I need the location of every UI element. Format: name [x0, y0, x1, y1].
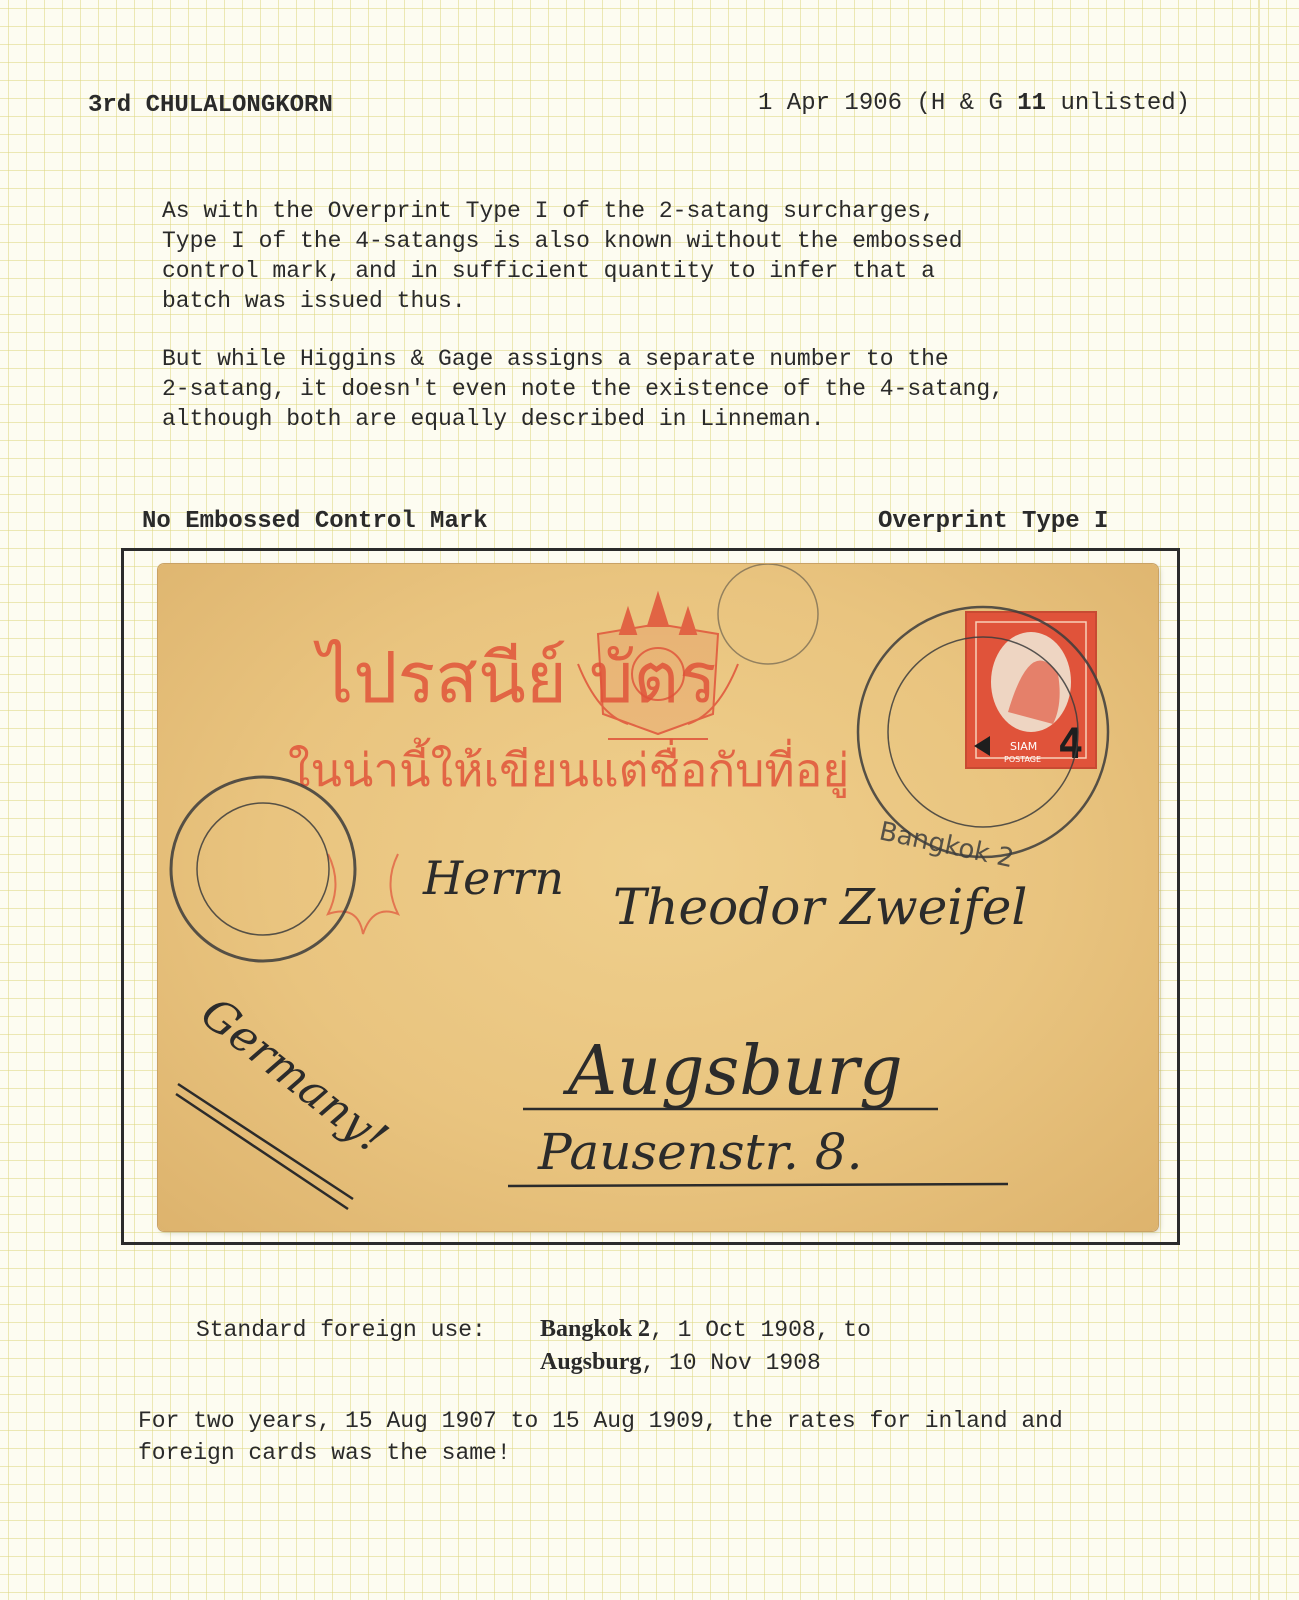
- origin-date: , 1 Oct 1908, to: [650, 1317, 871, 1343]
- overprint-type-label: Overprint Type I: [878, 508, 1109, 535]
- intro-paragraph-1: As with the Overprint Type I of the 2-satang surcharges, Type I of the 4-satangs is also known without the embossed control mark, and in sufficient quantity to infer that a batch was issued thus.: [162, 198, 963, 314]
- arrival-postmark: [171, 777, 355, 961]
- destination-office: Augsburg: [540, 1349, 642, 1375]
- stamp-postage-text: POSTAGE: [1004, 755, 1042, 764]
- usage-label: Standard foreign use:: [196, 1317, 486, 1343]
- address-salutation: Herrn: [423, 851, 564, 905]
- destination-date: , 10 Nov 1908: [641, 1350, 821, 1376]
- postcard-artwork: [158, 564, 1158, 1231]
- origin-office: Bangkok 2: [540, 1316, 651, 1342]
- boxed-handstamp: [718, 564, 818, 664]
- surcharge-value: 4: [1058, 719, 1084, 768]
- issue-date-reference: [758, 90, 1190, 117]
- stamp-country-text: SIAM: [1010, 740, 1038, 753]
- postcard-subheading-thai: ในน่านี้ให้เขียนแต่ชื่อกับที่อยู่: [288, 743, 850, 797]
- intro-paragraph-2: But while Higgins & Gage assigns a separate number to the 2-satang, it doesn't even note the existence of the 4-satang, although both are equally described in Linneman.: [162, 346, 1004, 432]
- postcard: [158, 564, 1158, 1231]
- rate-note: For two years, 15 Aug 1907 to 15 Aug 1909, the rates for inland and foreign cards was the same!: [138, 1408, 1063, 1466]
- postcard-heading-thai: ไปรสนีย์ บัตร: [318, 637, 717, 719]
- page-title: 3rd CHULALONGKORN: [88, 92, 333, 119]
- address-street: Pausenstr. 8.: [538, 1123, 863, 1181]
- address-country: Germany!: [191, 987, 397, 1164]
- address-city: Augsburg: [568, 1032, 903, 1111]
- address-name: Theodor Zweifel: [613, 878, 1028, 936]
- postmark-office-text: Bangkok 2: [876, 816, 1017, 875]
- catalog-number: 11: [1017, 90, 1047, 117]
- catalog-status: unlisted): [1046, 90, 1191, 117]
- street-underline: [508, 1184, 1008, 1186]
- usage-details: [540, 1313, 871, 1379]
- issue-date: 1 Apr 1906 (H & G: [758, 90, 1018, 117]
- control-mark-label: No Embossed Control Mark: [142, 508, 488, 535]
